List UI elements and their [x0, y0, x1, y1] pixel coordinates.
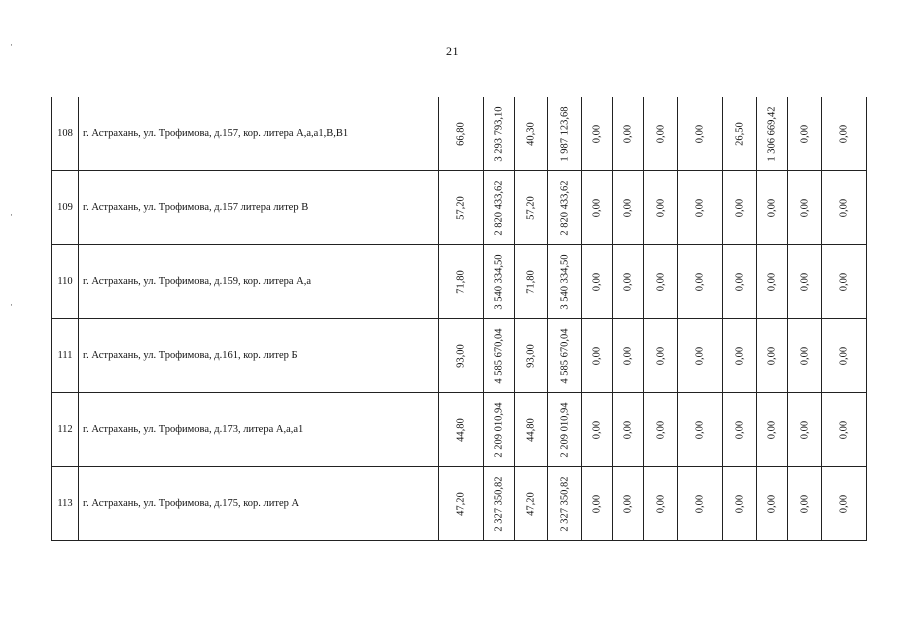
value-text: 0,00 — [655, 346, 666, 365]
value-cell — [439, 97, 484, 171]
value-text: 0,00 — [622, 346, 634, 365]
value-cell — [439, 319, 484, 393]
value-cell — [723, 97, 757, 171]
value-cell — [613, 393, 644, 467]
value-cell — [548, 319, 582, 393]
value-cell — [678, 171, 723, 245]
value-cell — [484, 467, 515, 541]
value-cell — [788, 393, 822, 467]
value-text: 3 540 334,50 — [493, 253, 505, 310]
value-cell — [757, 171, 788, 245]
page-number: 21 — [446, 44, 459, 58]
row-number: 108 — [52, 97, 79, 171]
table-row — [52, 467, 867, 541]
value-text: 3 293 793,10 — [493, 105, 505, 162]
row-number: 112 — [52, 393, 79, 467]
value-cell — [582, 467, 613, 541]
value-cell — [788, 319, 822, 393]
value-text: 0,00 — [799, 198, 810, 217]
value-text: 0,00 — [799, 272, 810, 291]
value-cell — [515, 467, 548, 541]
address-cell: г. Астрахань, ул. Трофимова, д.173, литера А,а,а1 — [79, 393, 439, 467]
value-cell — [613, 97, 644, 171]
address-cell: г. Астрахань, ул. Трофимова, д.161, кор. литер Б — [79, 319, 439, 393]
table-row — [52, 393, 867, 467]
address-cell: г. Астрахань, ул. Трофимова, д.175, кор. литер А — [79, 467, 439, 541]
value-text: 0,00 — [655, 494, 666, 513]
value-text: 0,00 — [655, 420, 666, 439]
value-cell — [757, 467, 788, 541]
value-cell — [822, 393, 867, 467]
value-cell — [613, 245, 644, 319]
value-text: 0,00 — [622, 272, 634, 291]
value-cell — [723, 245, 757, 319]
value-cell — [788, 467, 822, 541]
value-text: 2 327 350,82 — [559, 475, 570, 532]
value-cell — [644, 319, 678, 393]
table-row — [52, 319, 867, 393]
housing-registry-table — [51, 97, 867, 541]
value-text: 66,80 — [455, 121, 467, 146]
value-text: 93,00 — [455, 343, 467, 368]
value-text: 40,30 — [525, 121, 537, 146]
value-text: 0,00 — [591, 494, 603, 513]
value-text: 57,20 — [455, 195, 467, 220]
value-text: 0,00 — [734, 272, 745, 291]
value-text: 0,00 — [622, 124, 634, 143]
value-cell — [439, 467, 484, 541]
value-text: 0,00 — [622, 198, 634, 217]
value-text: 2 327 350,82 — [493, 475, 505, 532]
value-text: 0,00 — [694, 346, 706, 365]
value-cell — [582, 319, 613, 393]
value-cell — [788, 97, 822, 171]
row-number: 113 — [52, 467, 79, 541]
value-text: 0,00 — [766, 346, 778, 365]
value-text: 4 585 670,04 — [493, 327, 505, 384]
value-text: 0,00 — [838, 124, 850, 143]
value-text: 4 585 670,04 — [559, 327, 570, 384]
value-cell — [788, 245, 822, 319]
value-text: 2 820 433,62 — [493, 179, 505, 236]
value-cell — [548, 97, 582, 171]
value-cell — [822, 97, 867, 171]
value-cell — [515, 171, 548, 245]
value-text: 0,00 — [622, 420, 634, 439]
value-text: 47,20 — [525, 491, 537, 516]
value-text: 0,00 — [766, 420, 778, 439]
value-cell — [822, 245, 867, 319]
value-cell — [582, 171, 613, 245]
value-text: 0,00 — [591, 198, 603, 217]
value-cell — [548, 467, 582, 541]
value-cell — [644, 97, 678, 171]
address-cell: г. Астрахань, ул. Трофимова, д.159, кор. литера А,а — [79, 245, 439, 319]
value-text: 0,00 — [591, 420, 603, 439]
value-cell — [678, 245, 723, 319]
value-cell — [678, 319, 723, 393]
value-text: 0,00 — [622, 494, 634, 513]
value-text: 0,00 — [838, 420, 850, 439]
scan-mark: · — [10, 300, 13, 310]
value-text: 0,00 — [591, 346, 603, 365]
value-text: 0,00 — [766, 272, 778, 291]
address-cell: г. Астрахань, ул. Трофимова, д.157, кор. литера А,а,а1,В,В1 — [79, 97, 439, 171]
value-cell — [678, 467, 723, 541]
value-text: 1 306 669,42 — [766, 105, 778, 162]
value-text: 0,00 — [694, 198, 706, 217]
value-text: 47,20 — [455, 491, 467, 516]
value-text: 0,00 — [799, 420, 810, 439]
value-text: 0,00 — [799, 346, 810, 365]
value-cell — [484, 171, 515, 245]
value-text: 0,00 — [655, 198, 666, 217]
value-text: 0,00 — [655, 124, 666, 143]
value-cell — [515, 245, 548, 319]
value-text: 0,00 — [766, 494, 778, 513]
value-text: 0,00 — [734, 346, 745, 365]
table-row — [52, 171, 867, 245]
value-text: 3 540 334,50 — [559, 253, 570, 310]
value-text: 2 820 433,62 — [559, 179, 570, 236]
value-cell — [613, 171, 644, 245]
table-row — [52, 97, 867, 171]
value-cell — [723, 393, 757, 467]
value-text: 0,00 — [838, 272, 850, 291]
value-text: 1 987 123,68 — [559, 105, 570, 162]
value-text: 71,80 — [525, 269, 537, 294]
value-cell — [757, 393, 788, 467]
value-text: 0,00 — [734, 494, 745, 513]
value-text: 0,00 — [591, 124, 603, 143]
value-text: 0,00 — [838, 494, 850, 513]
address-cell: г. Астрахань, ул. Трофимова, д.157 литера литер В — [79, 171, 439, 245]
value-cell — [788, 171, 822, 245]
value-text: 2 209 010,94 — [559, 401, 570, 458]
value-cell — [723, 319, 757, 393]
value-cell — [484, 319, 515, 393]
value-cell — [613, 467, 644, 541]
value-cell — [484, 245, 515, 319]
value-text: 0,00 — [694, 420, 706, 439]
value-cell — [678, 97, 723, 171]
table-row — [52, 245, 867, 319]
value-cell — [678, 393, 723, 467]
scan-mark: · — [10, 210, 13, 220]
value-text: 0,00 — [694, 124, 706, 143]
value-text: 0,00 — [838, 198, 850, 217]
value-cell — [822, 171, 867, 245]
value-text: 0,00 — [734, 198, 745, 217]
value-cell — [548, 171, 582, 245]
value-cell — [515, 97, 548, 171]
value-cell — [484, 393, 515, 467]
value-cell — [757, 97, 788, 171]
value-text: 93,00 — [525, 343, 537, 368]
value-cell — [644, 171, 678, 245]
row-number: 111 — [52, 319, 79, 393]
value-cell — [439, 171, 484, 245]
value-text: 0,00 — [694, 494, 706, 513]
value-cell — [644, 467, 678, 541]
value-cell — [515, 319, 548, 393]
scan-mark: · — [10, 40, 13, 50]
value-text: 0,00 — [766, 198, 778, 217]
value-text: 0,00 — [799, 124, 810, 143]
value-text: 0,00 — [655, 272, 666, 291]
value-cell — [757, 245, 788, 319]
value-text: 0,00 — [591, 272, 603, 291]
value-cell — [723, 467, 757, 541]
value-text: 44,80 — [455, 417, 467, 442]
value-text: 0,00 — [734, 420, 745, 439]
value-cell — [822, 319, 867, 393]
value-cell — [644, 245, 678, 319]
value-cell — [582, 245, 613, 319]
value-text: 0,00 — [838, 346, 850, 365]
value-text: 44,80 — [525, 417, 537, 442]
value-cell — [439, 393, 484, 467]
value-cell — [644, 393, 678, 467]
value-cell — [439, 245, 484, 319]
value-text: 26,50 — [734, 121, 745, 146]
value-cell — [582, 97, 613, 171]
value-cell — [548, 245, 582, 319]
row-number: 109 — [52, 171, 79, 245]
value-text: 0,00 — [799, 494, 810, 513]
value-text: 0,00 — [694, 272, 706, 291]
value-cell — [613, 319, 644, 393]
value-cell — [723, 171, 757, 245]
value-cell — [582, 393, 613, 467]
value-text: 57,20 — [525, 195, 537, 220]
value-text: 71,80 — [455, 269, 467, 294]
value-cell — [515, 393, 548, 467]
row-number: 110 — [52, 245, 79, 319]
value-cell — [548, 393, 582, 467]
value-cell — [757, 319, 788, 393]
value-cell — [484, 97, 515, 171]
value-cell — [822, 467, 867, 541]
value-text: 2 209 010,94 — [493, 401, 505, 458]
